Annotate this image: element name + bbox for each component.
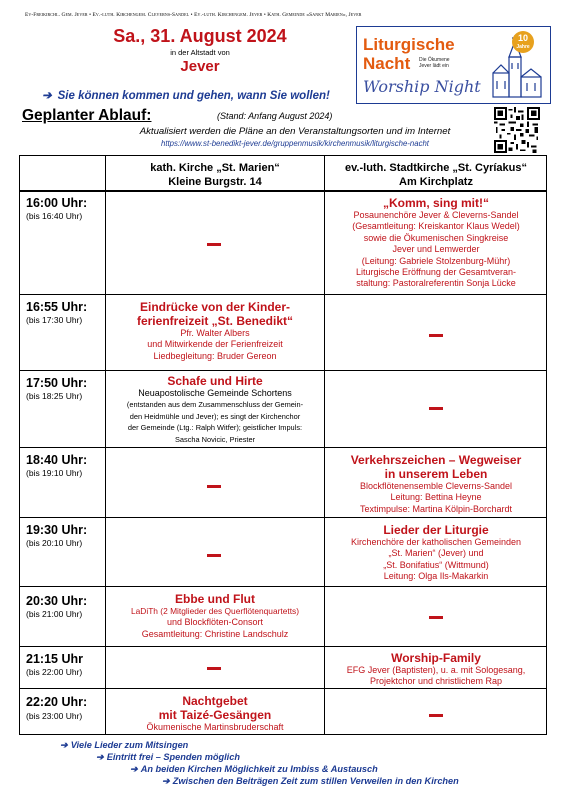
no-event-dash xyxy=(429,616,443,619)
event-title: Eindrücke von der Kinder- xyxy=(139,300,291,314)
event-komm-sing-mit xyxy=(325,196,547,290)
event-title: „Komm, sing mit!“ xyxy=(382,196,489,210)
row-until: (bis 23:00 Uhr) xyxy=(26,711,83,721)
no-event-dash xyxy=(207,667,221,670)
row-until: (bis 16:40 Uhr) xyxy=(26,211,83,221)
row-divider xyxy=(20,646,546,647)
column-address: Am Kirchplatz xyxy=(399,176,473,188)
event-detail: und Blockflöten-Consort xyxy=(166,617,264,628)
event-schafe-und-hirte xyxy=(106,374,324,445)
event-detail: „St. Bonifatius“ (Wittmund) xyxy=(383,559,489,570)
footer-note xyxy=(96,752,240,763)
event-title: Worship-Family xyxy=(391,651,481,665)
row-until: (bis 21:00 Uhr) xyxy=(26,609,83,619)
event-detail: Jever und Lemwerder xyxy=(392,244,480,255)
arrow-right-icon: ➔ xyxy=(130,764,138,774)
no-event-dash xyxy=(429,334,443,337)
plan-stand: (Stand: Anfang August 2024) xyxy=(217,111,333,121)
row-time: 18:40 Uhr: xyxy=(26,453,88,467)
row-time: 16:55 Uhr: xyxy=(26,300,88,314)
event-detail: Leitung: Olga Ils-Makarkin xyxy=(383,571,489,582)
event-title: Schafe und Hirte xyxy=(167,374,263,388)
event-title: mit Taizé-Gesängen xyxy=(158,708,272,722)
footer-note xyxy=(130,764,378,775)
row-time: 22:20 Uhr: xyxy=(26,695,88,709)
row-divider xyxy=(20,370,546,371)
event-detail: Sascha Novicic, Priester xyxy=(174,434,256,444)
event-detail: „St. Marien“ (Jever) und xyxy=(388,548,484,559)
no-event-dash xyxy=(207,554,221,557)
row-divider xyxy=(20,517,546,518)
footer-text: Zwischen den Beiträgen Zeit zum stillen Verweilen in den Kirchen xyxy=(172,776,459,786)
event-detail: EFG Jever (Baptisten), u. a. mit Sologesang, xyxy=(346,665,526,675)
arrow-right-icon: ➔ xyxy=(42,90,52,102)
anniversary-badge xyxy=(512,31,534,53)
location-prefix: in der Altstadt von xyxy=(170,48,230,57)
no-event-dash xyxy=(207,243,221,246)
event-detail: Leitung: Bettina Heyne xyxy=(390,492,482,503)
qr-code[interactable] xyxy=(494,107,540,153)
arrow-right-icon: ➔ xyxy=(60,740,68,750)
logo-line2: Nacht xyxy=(363,54,411,73)
row-divider xyxy=(20,586,546,587)
row-divider xyxy=(20,688,546,689)
event-detail: und Mitwirkende der Ferienfreizeit xyxy=(147,339,283,350)
badge-word: Jahre xyxy=(516,44,530,50)
row-time: 20:30 Uhr: xyxy=(26,594,88,608)
event-detail: (Gesamtleitung: Kreiskantor Klaus Wedel) xyxy=(352,221,520,232)
footer-text: Eintritt frei – Spenden möglich xyxy=(106,752,240,762)
plan-title: Geplanter Ablauf: xyxy=(22,107,152,124)
column-header-st-marien xyxy=(106,161,324,189)
event-location: Jever xyxy=(180,58,220,75)
event-detail: (Leitung: Gabriele Stolzenburg-Mühr) xyxy=(361,255,511,266)
event-detail: Liedbegleitung: Bruder Gereon xyxy=(153,350,277,361)
column-address: Kleine Burgstr. 14 xyxy=(168,176,262,188)
row-until: (bis 17:30 Uhr) xyxy=(26,315,83,325)
arrow-right-icon: ➔ xyxy=(162,776,170,786)
logo-line1: Liturgische xyxy=(363,35,455,54)
website-link[interactable]: https://www.st-benedikt-jever.de/gruppenmusik/kirchenmusik/liturgische-nacht xyxy=(161,139,429,148)
schedule-table xyxy=(19,155,547,735)
column-name: kath. Kirche „St. Marien“ xyxy=(150,162,280,174)
no-event-dash xyxy=(429,714,443,717)
row-time: 19:30 Uhr: xyxy=(26,523,88,537)
event-title: ferienfreizeit „St. Benedikt“ xyxy=(136,314,294,328)
event-title: in unserem Leben xyxy=(384,467,488,481)
row-until: (bis 20:10 Uhr) xyxy=(26,538,83,548)
organizers-line: Ev-Freikirchl. Gem. Jever • Ev.-luth. Kirchengem. Cleverns-Sandel • Ev.-luth. Kirchengem. Jever • Kath. Gemeinde »Sankt Marien«, Jever xyxy=(25,12,362,18)
event-title: Ebbe und Flut xyxy=(175,592,255,606)
logo-subline: Die Ökumene Jever lädt ein xyxy=(419,57,450,69)
event-detail: Neuapostolische Gemeinde Schortens xyxy=(138,388,292,398)
row-time: 21:15 Uhr xyxy=(26,652,83,666)
update-notice: Aktualisiert werden die Pläne an den Veranstaltungsorten und im Internet xyxy=(139,126,451,137)
event-detail: LaDiTh (2 Mitglieder des Querflötenquartetts) xyxy=(130,606,300,616)
column-header-st-cyriakus xyxy=(325,161,547,189)
event-verkehrszeichen xyxy=(325,453,547,515)
event-detail: Textimpulse: Martina Kölpin-Borchardt xyxy=(359,503,513,514)
logo-worship-night: Worship Night xyxy=(363,77,481,96)
event-worship-family xyxy=(325,651,547,688)
event-detail: (entstanden aus dem Zusammenschluss der Gemein- xyxy=(126,400,304,410)
event-lieder-der-liturgie xyxy=(325,523,547,583)
header-divider xyxy=(20,190,546,192)
footer-note xyxy=(162,776,459,787)
event-detail: staltung: Pastoralreferentin Sonja Lücke xyxy=(356,278,516,289)
row-divider xyxy=(20,294,546,295)
event-date: Sa., 31. August 2024 xyxy=(113,26,287,46)
arrow-right-icon: ➔ xyxy=(96,752,104,762)
no-event-dash xyxy=(207,485,221,488)
row-time: 17:50 Uhr: xyxy=(26,376,88,390)
motto xyxy=(42,88,330,102)
row-until: (bis 22:00 Uhr) xyxy=(26,667,83,677)
event-detail: Projektchor und christlichem Rap xyxy=(369,676,503,687)
event-detail: Gesamtleitung: Christine Landschulz xyxy=(141,628,289,639)
event-title: Nachtgebet xyxy=(182,694,248,708)
event-detail: Posaunenchöre Jever & Cleverns-Sandel xyxy=(353,210,519,220)
footer-text: An beiden Kirchen Möglichkeit zu Imbiss & Austausch xyxy=(140,764,378,774)
event-kinderferienfreizeit xyxy=(106,300,324,362)
event-ebbe-und-flut xyxy=(106,592,324,640)
event-detail: Pfr. Walter Albers xyxy=(180,328,250,338)
event-title: Verkehrszeichen – Wegweiser xyxy=(350,453,522,467)
event-nachtgebet xyxy=(106,694,324,733)
event-detail: Liturgische Eröffnung der Gesamtveran- xyxy=(356,267,516,278)
row-time: 16:00 Uhr: xyxy=(26,196,88,210)
event-title: Lieder der Liturgie xyxy=(383,523,489,537)
row-until: (bis 19:10 Uhr) xyxy=(26,468,83,478)
column-name: ev.-luth. Stadtkirche „St. Cyríakus“ xyxy=(345,162,527,174)
motto-text: Sie können kommen und gehen, wann Sie wollen! xyxy=(57,90,330,102)
no-event-dash xyxy=(429,407,443,410)
event-detail: Kirchenchöre der katholischen Gemeinden xyxy=(350,537,522,547)
event-detail: sowie die Ökumenischen Singkreise xyxy=(363,232,509,243)
event-detail: Ökumenische Martinsbruderschaft xyxy=(146,722,284,732)
footer-text: Viele Lieder zum Mitsingen xyxy=(70,740,189,750)
event-detail: Blockflötenensemble Cleverns-Sandel xyxy=(359,481,513,491)
event-detail: der Gemeinde (Ltg.: Ralph Witfer); geistlicher Impuls: xyxy=(127,423,303,433)
row-until: (bis 18:25 Uhr) xyxy=(26,391,83,401)
event-detail: den Heidmühle und Jever); es singt der Kirchenchor xyxy=(129,411,301,421)
footer-note xyxy=(60,740,188,751)
badge-number: 10 xyxy=(517,33,528,43)
row-divider xyxy=(20,447,546,448)
liturgische-nacht-logo xyxy=(356,26,551,104)
